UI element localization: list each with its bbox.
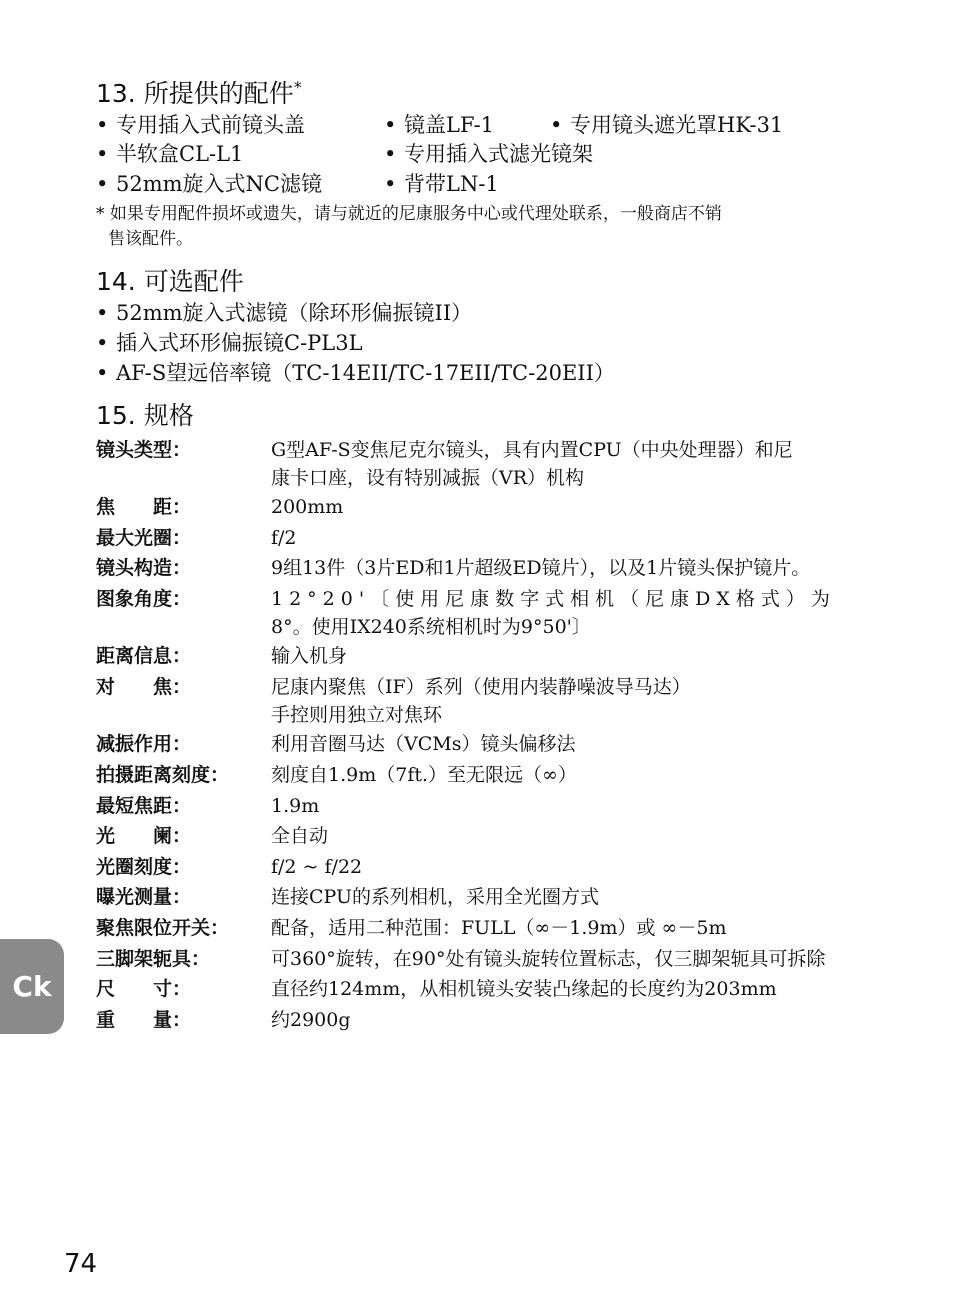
spec-value-distance-scale: 刻度自1.9m（7ft.）至无限远（∞） [271, 764, 577, 786]
footnote-line: * 如果专用配件损坏或遗失，请与就近的尼康服务中心或代理处联系，一般商店不销 [96, 204, 722, 224]
spec-label-focusing: 对 焦： [96, 676, 192, 698]
bullet-icon: • [384, 172, 397, 196]
spec-label-distance-scale: 拍摄距离刻度： [96, 764, 230, 786]
spec-label-aperture-scale: 光圈刻度： [96, 856, 192, 878]
bullet-icon: • [96, 361, 109, 385]
spec-label-picture-angle: 图象角度： [96, 588, 192, 610]
spec-value-focusing: 尼康内聚焦（IF）系列（使用内装静噪波导马达） 手控则用独立对焦环 [271, 676, 691, 726]
spec-value-lens-type: G型AF-S变焦尼克尔镜头，具有内置CPU（中央处理器）和尼 康卡口座，设有特别减振（VR）机构 [271, 439, 793, 489]
spec-label-lens-type: 镜头类型： [96, 439, 192, 461]
spec-label-weight: 重 量： [96, 1009, 192, 1031]
spec-value-focal-length: 200mm [271, 496, 344, 518]
footnote-line: 售该配件。 [108, 229, 193, 249]
accessory-item: • 专用插入式滤光镜架 [384, 142, 593, 166]
spec-label-closest-focus: 最短焦距： [96, 795, 192, 817]
section-14-title: 14. 可选配件 [96, 267, 244, 296]
bullet-icon: • [96, 113, 109, 137]
bullet-icon: • [384, 142, 397, 166]
accessory-item: • 半软盒CL-L1 [96, 142, 244, 166]
accessory-item: • 镜盖LF-1 [384, 113, 495, 137]
spec-label-lens-construction: 镜头构造： [96, 557, 192, 579]
spec-value-dimensions: 直径约124mm，从相机镜头安装凸缘起的长度约为203mm [271, 978, 777, 1000]
spec-value-tripod-collar: 可360°旋转，在90°处有镜头旋转位置标志，仅三脚架轭具可拆除 [271, 948, 826, 970]
spec-label-dimensions: 尺 寸： [96, 978, 192, 1000]
accessory-item: • 专用插入式前镜头盖 [96, 113, 305, 137]
section-15-title: 15. 规格 [96, 401, 194, 430]
spec-label-focus-limit-switch: 聚焦限位开关： [96, 917, 230, 939]
spec-value-exposure-measurement: 连接CPU的系列相机，采用全光圈方式 [271, 886, 600, 908]
bullet-icon: • [96, 301, 109, 325]
accessory-item: • 背带LN-1 [384, 172, 499, 196]
bullet-icon: • [384, 113, 397, 137]
asterisk-mark: * [293, 77, 302, 97]
spec-value-aperture-scale: f/2 ~ f/22 [271, 856, 363, 878]
optional-accessory-item: • 52mm旋入式滤镜（除环形偏振镜II） [96, 301, 473, 325]
spec-value-picture-angle: 12°20'〔使用尼康数字式相机（尼康DX格式）为 8°。使用IX240系统相机时为9°50'〕 [271, 588, 836, 638]
spec-value-focus-limit-switch: 配备，适用二种范围：FULL（∞－1.9m）或 ∞－5m [271, 917, 727, 939]
optional-accessory-item: • 插入式环形偏振镜C-PL3L [96, 331, 363, 355]
language-tab: Ck [0, 939, 64, 1034]
spec-value-weight: 约2900g [271, 1009, 351, 1031]
spec-value-distance-info: 输入机身 [271, 645, 348, 667]
spec-label-exposure-measurement: 曝光测量： [96, 886, 192, 908]
spec-label-vibration-reduction: 减振作用： [96, 733, 192, 755]
bullet-icon: • [96, 331, 109, 355]
bullet-icon: • [96, 142, 109, 166]
spec-label-focal-length: 焦 距： [96, 496, 192, 518]
section-13-title: 13. 所提供的配件* [96, 77, 302, 108]
spec-value-lens-construction: 9组13件（3片ED和1片超级ED镜片），以及1片镜头保护镜片。 [271, 557, 811, 579]
spec-label-max-aperture: 最大光圈： [96, 527, 192, 549]
page-number: 74 [64, 1249, 98, 1279]
bullet-icon: • [96, 172, 109, 196]
spec-value-max-aperture: f/2 [271, 527, 297, 549]
spec-value-vibration-reduction: 利用音圈马达（VCMs）镜头偏移法 [271, 733, 576, 755]
spec-label-distance-info: 距离信息： [96, 645, 192, 667]
spec-value-closest-focus: 1.9m [271, 795, 320, 817]
spec-label-tripod-collar: 三脚架轭具： [96, 948, 211, 970]
accessory-footnote [96, 202, 876, 252]
bullet-icon: • [550, 113, 563, 137]
accessory-item: • 52mm旋入式NC滤镜 [96, 172, 322, 196]
spec-label-diaphragm: 光 阑： [96, 825, 192, 847]
spec-value-diaphragm: 全自动 [271, 825, 329, 847]
accessory-item: • 专用镜头遮光罩HK-31 [550, 113, 784, 137]
optional-accessory-item: • AF-S望远倍率镜（TC-14EII/TC-17EII/TC-20EII） [96, 361, 615, 385]
